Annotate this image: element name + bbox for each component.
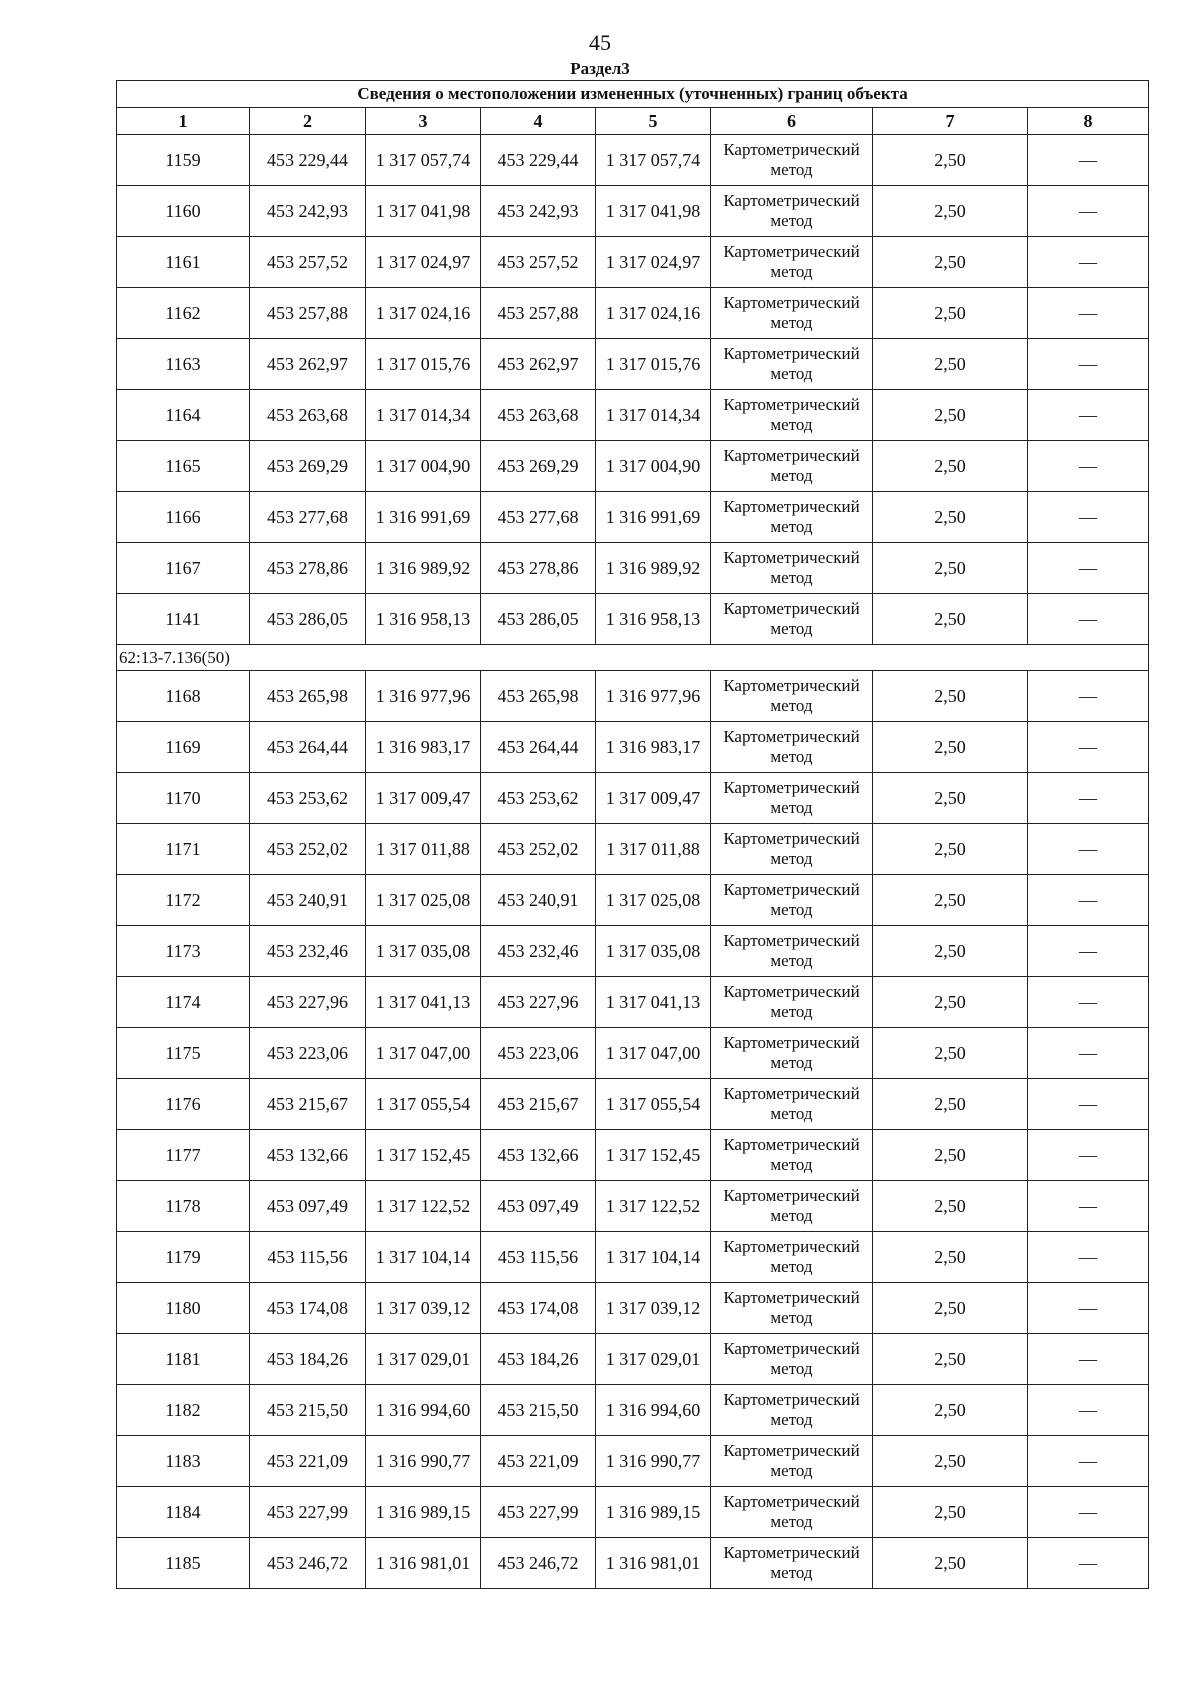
- column-number-6: 6: [711, 108, 873, 135]
- cell-x-new: 453 097,49: [481, 1181, 596, 1232]
- cell-accuracy: 2,50: [873, 1538, 1028, 1589]
- cell-point-number: 1141: [117, 594, 250, 645]
- cell-note: —: [1028, 594, 1149, 645]
- cell-accuracy: 2,50: [873, 671, 1028, 722]
- table-row: [117, 339, 1149, 390]
- table-row: [117, 1385, 1149, 1436]
- cell-y-new: 1 317 104,14: [596, 1232, 711, 1283]
- cell-method: Картометрический метод: [711, 1487, 873, 1538]
- table-row: [117, 594, 1149, 645]
- cell-point-number: 1164: [117, 390, 250, 441]
- cell-y-old: 1 317 011,88: [366, 824, 481, 875]
- cell-note: —: [1028, 1385, 1149, 1436]
- table-row: [117, 1130, 1149, 1181]
- cell-accuracy: 2,50: [873, 1028, 1028, 1079]
- column-number-2: 2: [250, 108, 366, 135]
- cell-accuracy: 2,50: [873, 722, 1028, 773]
- table-row: [117, 926, 1149, 977]
- cell-x-old: 453 262,97: [250, 339, 366, 390]
- cell-y-old: 1 317 152,45: [366, 1130, 481, 1181]
- cell-point-number: 1165: [117, 441, 250, 492]
- cell-note: —: [1028, 1130, 1149, 1181]
- cell-y-old: 1 316 977,96: [366, 671, 481, 722]
- cell-x-new: 453 278,86: [481, 543, 596, 594]
- cell-point-number: 1177: [117, 1130, 250, 1181]
- cell-x-old: 453 240,91: [250, 875, 366, 926]
- column-number-5: 5: [596, 108, 711, 135]
- cell-y-new: 1 316 989,92: [596, 543, 711, 594]
- cell-x-old: 453 184,26: [250, 1334, 366, 1385]
- cell-y-old: 1 316 983,17: [366, 722, 481, 773]
- cell-accuracy: 2,50: [873, 977, 1028, 1028]
- cell-x-new: 453 221,09: [481, 1436, 596, 1487]
- cell-method: Картометрический метод: [711, 671, 873, 722]
- cell-accuracy: 2,50: [873, 1079, 1028, 1130]
- cell-x-old: 453 229,44: [250, 135, 366, 186]
- cell-x-new: 453 263,68: [481, 390, 596, 441]
- cell-accuracy: 2,50: [873, 1436, 1028, 1487]
- column-number-3: 3: [366, 108, 481, 135]
- cell-y-old: 1 317 047,00: [366, 1028, 481, 1079]
- cell-x-old: 453 265,98: [250, 671, 366, 722]
- cell-method: Картометрический метод: [711, 1538, 873, 1589]
- table-caption-row: [117, 81, 1149, 108]
- cell-x-new: 453 262,97: [481, 339, 596, 390]
- cell-accuracy: 2,50: [873, 875, 1028, 926]
- cell-y-new: 1 316 983,17: [596, 722, 711, 773]
- cell-y-new: 1 317 015,76: [596, 339, 711, 390]
- cell-y-old: 1 317 024,97: [366, 237, 481, 288]
- cell-y-old: 1 316 994,60: [366, 1385, 481, 1436]
- cell-point-number: 1185: [117, 1538, 250, 1589]
- table-row: [117, 722, 1149, 773]
- cell-note: —: [1028, 824, 1149, 875]
- cell-x-old: 453 221,09: [250, 1436, 366, 1487]
- cell-point-number: 1173: [117, 926, 250, 977]
- cell-y-old: 1 317 041,98: [366, 186, 481, 237]
- cell-method: Картометрический метод: [711, 186, 873, 237]
- cell-y-old: 1 317 004,90: [366, 441, 481, 492]
- cell-x-old: 453 252,02: [250, 824, 366, 875]
- cell-x-new: 453 184,26: [481, 1334, 596, 1385]
- cell-method: Картометрический метод: [711, 135, 873, 186]
- cell-method: Картометрический метод: [711, 594, 873, 645]
- table-row: [117, 875, 1149, 926]
- cell-point-number: 1183: [117, 1436, 250, 1487]
- cell-y-old: 1 317 014,34: [366, 390, 481, 441]
- cell-y-new: 1 317 014,34: [596, 390, 711, 441]
- table-row: [117, 773, 1149, 824]
- cell-method: Картометрический метод: [711, 237, 873, 288]
- cell-point-number: 1174: [117, 977, 250, 1028]
- table-row: [117, 1079, 1149, 1130]
- table-row: [117, 1487, 1149, 1538]
- cell-y-old: 1 317 035,08: [366, 926, 481, 977]
- cell-x-old: 453 227,96: [250, 977, 366, 1028]
- cell-method: Картометрический метод: [711, 773, 873, 824]
- cell-point-number: 1184: [117, 1487, 250, 1538]
- table-row: [117, 1232, 1149, 1283]
- cell-accuracy: 2,50: [873, 594, 1028, 645]
- cell-method: Картометрический метод: [711, 926, 873, 977]
- cell-y-old: 1 317 039,12: [366, 1283, 481, 1334]
- cell-point-number: 1182: [117, 1385, 250, 1436]
- cell-note: —: [1028, 492, 1149, 543]
- cell-point-number: 1163: [117, 339, 250, 390]
- cell-method: Картометрический метод: [711, 1130, 873, 1181]
- cell-x-old: 453 253,62: [250, 773, 366, 824]
- cell-y-new: 1 317 009,47: [596, 773, 711, 824]
- cell-method: Картометрический метод: [711, 1232, 873, 1283]
- table-row: [117, 1181, 1149, 1232]
- cell-x-old: 453 115,56: [250, 1232, 366, 1283]
- cell-note: —: [1028, 1283, 1149, 1334]
- cell-accuracy: 2,50: [873, 1385, 1028, 1436]
- cell-x-new: 453 215,50: [481, 1385, 596, 1436]
- table-row: [117, 135, 1149, 186]
- cell-method: Картометрический метод: [711, 1334, 873, 1385]
- cell-point-number: 1169: [117, 722, 250, 773]
- cell-accuracy: 2,50: [873, 1487, 1028, 1538]
- cell-accuracy: 2,50: [873, 186, 1028, 237]
- cell-point-number: 1181: [117, 1334, 250, 1385]
- cell-x-new: 453 223,06: [481, 1028, 596, 1079]
- cell-x-old: 453 232,46: [250, 926, 366, 977]
- cell-accuracy: 2,50: [873, 135, 1028, 186]
- cell-note: —: [1028, 1181, 1149, 1232]
- cell-y-old: 1 317 015,76: [366, 339, 481, 390]
- cell-y-old: 1 316 991,69: [366, 492, 481, 543]
- cell-accuracy: 2,50: [873, 1130, 1028, 1181]
- table-row: [117, 824, 1149, 875]
- cell-y-new: 1 317 024,97: [596, 237, 711, 288]
- cell-note: —: [1028, 390, 1149, 441]
- cell-x-old: 453 132,66: [250, 1130, 366, 1181]
- cell-note: —: [1028, 773, 1149, 824]
- cell-point-number: 1175: [117, 1028, 250, 1079]
- cell-point-number: 1159: [117, 135, 250, 186]
- table-row: [117, 1334, 1149, 1385]
- cell-y-old: 1 317 104,14: [366, 1232, 481, 1283]
- cell-method: Картометрический метод: [711, 1436, 873, 1487]
- cell-x-old: 453 215,67: [250, 1079, 366, 1130]
- cell-x-new: 453 227,99: [481, 1487, 596, 1538]
- cell-y-new: 1 317 025,08: [596, 875, 711, 926]
- cell-y-new: 1 317 122,52: [596, 1181, 711, 1232]
- cell-y-old: 1 316 958,13: [366, 594, 481, 645]
- cell-x-new: 453 277,68: [481, 492, 596, 543]
- cell-point-number: 1180: [117, 1283, 250, 1334]
- cell-point-number: 1161: [117, 237, 250, 288]
- cell-x-new: 453 242,93: [481, 186, 596, 237]
- cell-y-old: 1 317 041,13: [366, 977, 481, 1028]
- cell-x-old: 453 242,93: [250, 186, 366, 237]
- cell-accuracy: 2,50: [873, 441, 1028, 492]
- cell-y-new: 1 316 991,69: [596, 492, 711, 543]
- table-body: [117, 135, 1149, 1589]
- cell-accuracy: 2,50: [873, 492, 1028, 543]
- cell-note: —: [1028, 237, 1149, 288]
- cell-y-new: 1 316 977,96: [596, 671, 711, 722]
- cell-x-new: 453 229,44: [481, 135, 596, 186]
- table-row: [117, 1436, 1149, 1487]
- cell-x-old: 453 215,50: [250, 1385, 366, 1436]
- group-label: 62:13-7.136(50): [117, 645, 1149, 671]
- cell-x-new: 453 240,91: [481, 875, 596, 926]
- cell-method: Картометрический метод: [711, 288, 873, 339]
- cell-x-new: 453 246,72: [481, 1538, 596, 1589]
- cell-y-new: 1 317 041,98: [596, 186, 711, 237]
- column-number-8: 8: [1028, 108, 1149, 135]
- cell-y-old: 1 316 989,15: [366, 1487, 481, 1538]
- cell-note: —: [1028, 977, 1149, 1028]
- cell-note: —: [1028, 671, 1149, 722]
- cell-accuracy: 2,50: [873, 390, 1028, 441]
- cell-method: Картометрический метод: [711, 441, 873, 492]
- cell-method: Картометрический метод: [711, 977, 873, 1028]
- cell-method: Картометрический метод: [711, 1181, 873, 1232]
- cell-point-number: 1178: [117, 1181, 250, 1232]
- table-caption: Сведения о местоположении измененных (уточненных) границ объекта: [117, 81, 1149, 108]
- cell-note: —: [1028, 1334, 1149, 1385]
- cell-method: Картометрический метод: [711, 875, 873, 926]
- table-row: [117, 1028, 1149, 1079]
- cell-point-number: 1176: [117, 1079, 250, 1130]
- table-row: [117, 977, 1149, 1028]
- cell-x-new: 453 115,56: [481, 1232, 596, 1283]
- cell-accuracy: 2,50: [873, 1334, 1028, 1385]
- cell-accuracy: 2,50: [873, 1181, 1028, 1232]
- cell-y-new: 1 317 024,16: [596, 288, 711, 339]
- cell-method: Картометрический метод: [711, 390, 873, 441]
- cell-x-new: 453 252,02: [481, 824, 596, 875]
- cell-note: —: [1028, 875, 1149, 926]
- cell-y-new: 1 317 029,01: [596, 1334, 711, 1385]
- cell-x-new: 453 257,52: [481, 237, 596, 288]
- cell-x-old: 453 277,68: [250, 492, 366, 543]
- cell-x-new: 453 257,88: [481, 288, 596, 339]
- cell-note: —: [1028, 722, 1149, 773]
- cell-y-new: 1 316 958,13: [596, 594, 711, 645]
- table-row: [117, 1538, 1149, 1589]
- cell-x-old: 453 286,05: [250, 594, 366, 645]
- cell-y-old: 1 317 025,08: [366, 875, 481, 926]
- cell-point-number: 1162: [117, 288, 250, 339]
- cell-y-old: 1 317 009,47: [366, 773, 481, 824]
- cell-method: Картометрический метод: [711, 339, 873, 390]
- cell-accuracy: 2,50: [873, 773, 1028, 824]
- cell-y-old: 1 317 057,74: [366, 135, 481, 186]
- cell-note: —: [1028, 441, 1149, 492]
- cell-point-number: 1168: [117, 671, 250, 722]
- cell-x-old: 453 246,72: [250, 1538, 366, 1589]
- cell-x-old: 453 257,88: [250, 288, 366, 339]
- cell-x-old: 453 264,44: [250, 722, 366, 773]
- cell-y-new: 1 317 035,08: [596, 926, 711, 977]
- cell-accuracy: 2,50: [873, 926, 1028, 977]
- cell-accuracy: 2,50: [873, 543, 1028, 594]
- cell-note: —: [1028, 1487, 1149, 1538]
- cell-x-new: 453 264,44: [481, 722, 596, 773]
- cell-method: Картометрический метод: [711, 1028, 873, 1079]
- cell-x-new: 453 232,46: [481, 926, 596, 977]
- cell-point-number: 1160: [117, 186, 250, 237]
- cell-note: —: [1028, 543, 1149, 594]
- cell-accuracy: 2,50: [873, 1232, 1028, 1283]
- cell-y-new: 1 316 994,60: [596, 1385, 711, 1436]
- cell-y-old: 1 317 055,54: [366, 1079, 481, 1130]
- cell-point-number: 1167: [117, 543, 250, 594]
- cell-x-new: 453 253,62: [481, 773, 596, 824]
- column-number-4: 4: [481, 108, 596, 135]
- cell-y-new: 1 316 989,15: [596, 1487, 711, 1538]
- cell-method: Картометрический метод: [711, 1385, 873, 1436]
- cell-x-old: 453 223,06: [250, 1028, 366, 1079]
- cell-y-new: 1 317 057,74: [596, 135, 711, 186]
- table-row: [117, 288, 1149, 339]
- cell-method: Картометрический метод: [711, 1283, 873, 1334]
- column-number-1: 1: [117, 108, 250, 135]
- cell-method: Картометрический метод: [711, 824, 873, 875]
- cell-x-new: 453 132,66: [481, 1130, 596, 1181]
- cell-x-old: 453 269,29: [250, 441, 366, 492]
- cell-point-number: 1179: [117, 1232, 250, 1283]
- cell-x-old: 453 263,68: [250, 390, 366, 441]
- cell-y-new: 1 317 004,90: [596, 441, 711, 492]
- column-number-7: 7: [873, 108, 1028, 135]
- table-row: [117, 671, 1149, 722]
- cell-accuracy: 2,50: [873, 288, 1028, 339]
- cell-accuracy: 2,50: [873, 339, 1028, 390]
- cell-x-old: 453 097,49: [250, 1181, 366, 1232]
- cell-x-old: 453 227,99: [250, 1487, 366, 1538]
- cell-point-number: 1171: [117, 824, 250, 875]
- table-row: [117, 390, 1149, 441]
- cell-y-new: 1 317 039,12: [596, 1283, 711, 1334]
- table-row: [117, 441, 1149, 492]
- cell-y-new: 1 317 055,54: [596, 1079, 711, 1130]
- cell-x-new: 453 215,67: [481, 1079, 596, 1130]
- column-number-row: [117, 108, 1149, 135]
- cell-x-new: 453 269,29: [481, 441, 596, 492]
- cell-x-old: 453 174,08: [250, 1283, 366, 1334]
- cell-method: Картометрический метод: [711, 492, 873, 543]
- cell-y-new: 1 317 041,13: [596, 977, 711, 1028]
- table-row: [117, 543, 1149, 594]
- cell-y-old: 1 317 122,52: [366, 1181, 481, 1232]
- cell-note: —: [1028, 186, 1149, 237]
- cell-x-old: 453 278,86: [250, 543, 366, 594]
- cell-accuracy: 2,50: [873, 824, 1028, 875]
- table-row: [117, 237, 1149, 288]
- cell-note: —: [1028, 1538, 1149, 1589]
- cell-note: —: [1028, 926, 1149, 977]
- cell-point-number: 1166: [117, 492, 250, 543]
- cell-y-old: 1 317 024,16: [366, 288, 481, 339]
- cell-x-old: 453 257,52: [250, 237, 366, 288]
- cell-accuracy: 2,50: [873, 237, 1028, 288]
- cell-y-old: 1 316 989,92: [366, 543, 481, 594]
- cell-x-new: 453 174,08: [481, 1283, 596, 1334]
- cell-note: —: [1028, 1436, 1149, 1487]
- cell-x-new: 453 286,05: [481, 594, 596, 645]
- cell-y-new: 1 316 990,77: [596, 1436, 711, 1487]
- cell-x-new: 453 227,96: [481, 977, 596, 1028]
- cell-y-old: 1 316 990,77: [366, 1436, 481, 1487]
- cell-y-old: 1 316 981,01: [366, 1538, 481, 1589]
- cell-y-new: 1 317 011,88: [596, 824, 711, 875]
- cell-note: —: [1028, 1028, 1149, 1079]
- table-row: [117, 1283, 1149, 1334]
- cell-note: —: [1028, 339, 1149, 390]
- cell-accuracy: 2,50: [873, 1283, 1028, 1334]
- boundary-table: [116, 80, 1149, 1589]
- cell-note: —: [1028, 288, 1149, 339]
- group-row: [117, 645, 1149, 671]
- cell-y-new: 1 316 981,01: [596, 1538, 711, 1589]
- cell-point-number: 1172: [117, 875, 250, 926]
- table-row: [117, 186, 1149, 237]
- cell-y-new: 1 317 152,45: [596, 1130, 711, 1181]
- cell-method: Картометрический метод: [711, 1079, 873, 1130]
- cell-y-old: 1 317 029,01: [366, 1334, 481, 1385]
- cell-method: Картометрический метод: [711, 543, 873, 594]
- cell-note: —: [1028, 1079, 1149, 1130]
- cell-note: —: [1028, 1232, 1149, 1283]
- cell-x-new: 453 265,98: [481, 671, 596, 722]
- cell-point-number: 1170: [117, 773, 250, 824]
- cell-y-new: 1 317 047,00: [596, 1028, 711, 1079]
- cell-note: —: [1028, 135, 1149, 186]
- section-title: Раздел3: [570, 59, 630, 78]
- table-row: [117, 492, 1149, 543]
- page-number: 45: [589, 30, 611, 55]
- cell-method: Картометрический метод: [711, 722, 873, 773]
